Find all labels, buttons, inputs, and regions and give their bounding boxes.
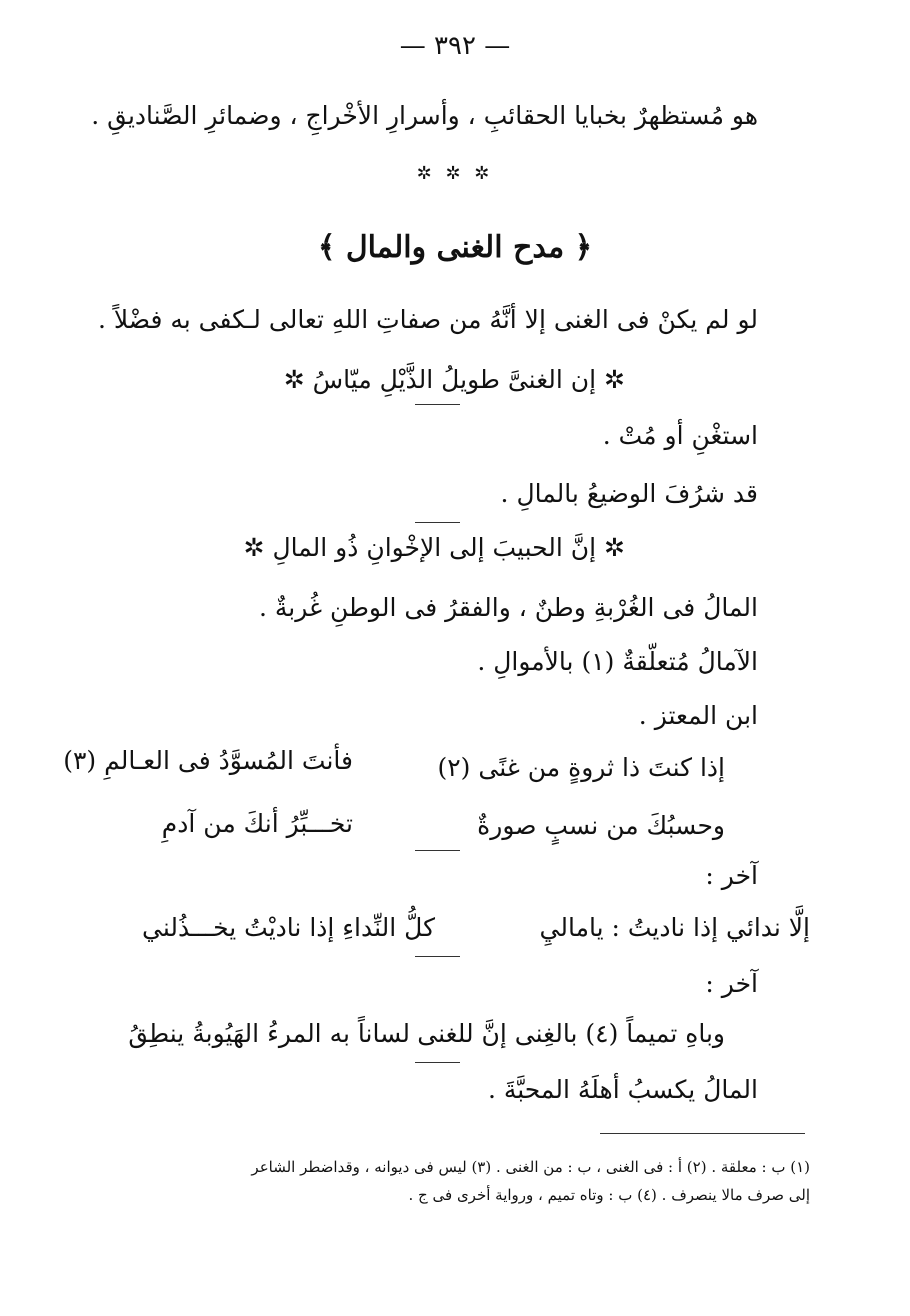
underline-mark [415,404,460,405]
poem-hemistich: وباهِ تميماً (٤) بالغِنى إنَّ للغنى [417,1019,725,1048]
prose-line: الآمالُ مُتعلّقةٌ (١) بالأموالِ . [477,647,758,676]
footnote-separator [600,1133,805,1134]
poem-hemistich: وحسبُكَ من نسبٍ صورةٌ [477,811,725,840]
poem-hemistich: تخـــبِّرُ أنكَ من آدمِ [161,809,353,838]
separator-stars: ✲ ✲ ✲ [416,163,494,184]
poem-hemistich: فأنتَ المُسوَّدُ فى العـالمِ (٣) [63,746,353,775]
prose-line: لو لم يكنْ فى الغنى إلا أنَّهُ من صفاتِ اللهِ تعالى لـكفى به فضْلاً . [97,305,758,334]
underline-mark [415,956,460,957]
poem-hemistich: كلُّ النِّداءِ إذا ناديْتُ يخـــذُلني [142,913,435,942]
poem-hemistich: لساناً به المرءُ الهَيُوبةُ ينطِقُ [128,1019,410,1048]
poem-hemistich: إذا كنتَ ذا ثروةٍ من غنًى (٢) [437,753,725,782]
prose-line: المالُ يكسبُ أهلَهُ المحبَّةَ . [487,1075,758,1104]
prose-line: استغْنِ أو مُتْ . [602,421,758,450]
prose-line: المالُ فى الغُرْبةِ وطنٌ ، والفقرُ فى الوطنِ غُربةٌ . [258,593,758,622]
underline-mark [415,850,460,851]
footnote-line: (١) ب : معلقة . (٢) أ : فى الغنى ، ب : من الغنى . (٣) ليس فى ديوانه ، وقداضطر الشاعر [251,1158,810,1176]
underline-mark [415,522,460,523]
quoted-verse: ✲ إن الغنىَّ طويلُ الذَّيْلِ ميّاسُ ✲ [283,365,625,394]
section-heading: ﴿ مدح الغنى والمال ﴾ [317,230,593,265]
quoted-verse: ✲ إنَّ الحبيبَ إلى الإخْوانِ ذُو المالِ ✲ [243,533,625,562]
page-number: — ٣٩٢ — [399,31,511,61]
underline-mark [415,1062,460,1063]
verse-attribution: آخر : [705,969,758,998]
prose-line: ابن المعتز . [638,701,758,730]
prose-line: قد شرُفَ الوضيعُ بالمالِ . [500,479,758,508]
poem-hemistich: إلَّا ندائي إذا ناديتُ : ياماليِ [539,913,810,942]
intro-line: هو مُستظهرٌ بخبايا الحقائبِ ، وأسرارِ الأخْراجِ ، وضمائرِ الصَّناديقِ . [91,101,758,130]
footnote-line: إلى صرف مالا ينصرف . (٤) ب : وتاه تميم ، ورواية أخرى فى ج . [408,1186,810,1204]
verse-attribution: آخر : [705,861,758,890]
